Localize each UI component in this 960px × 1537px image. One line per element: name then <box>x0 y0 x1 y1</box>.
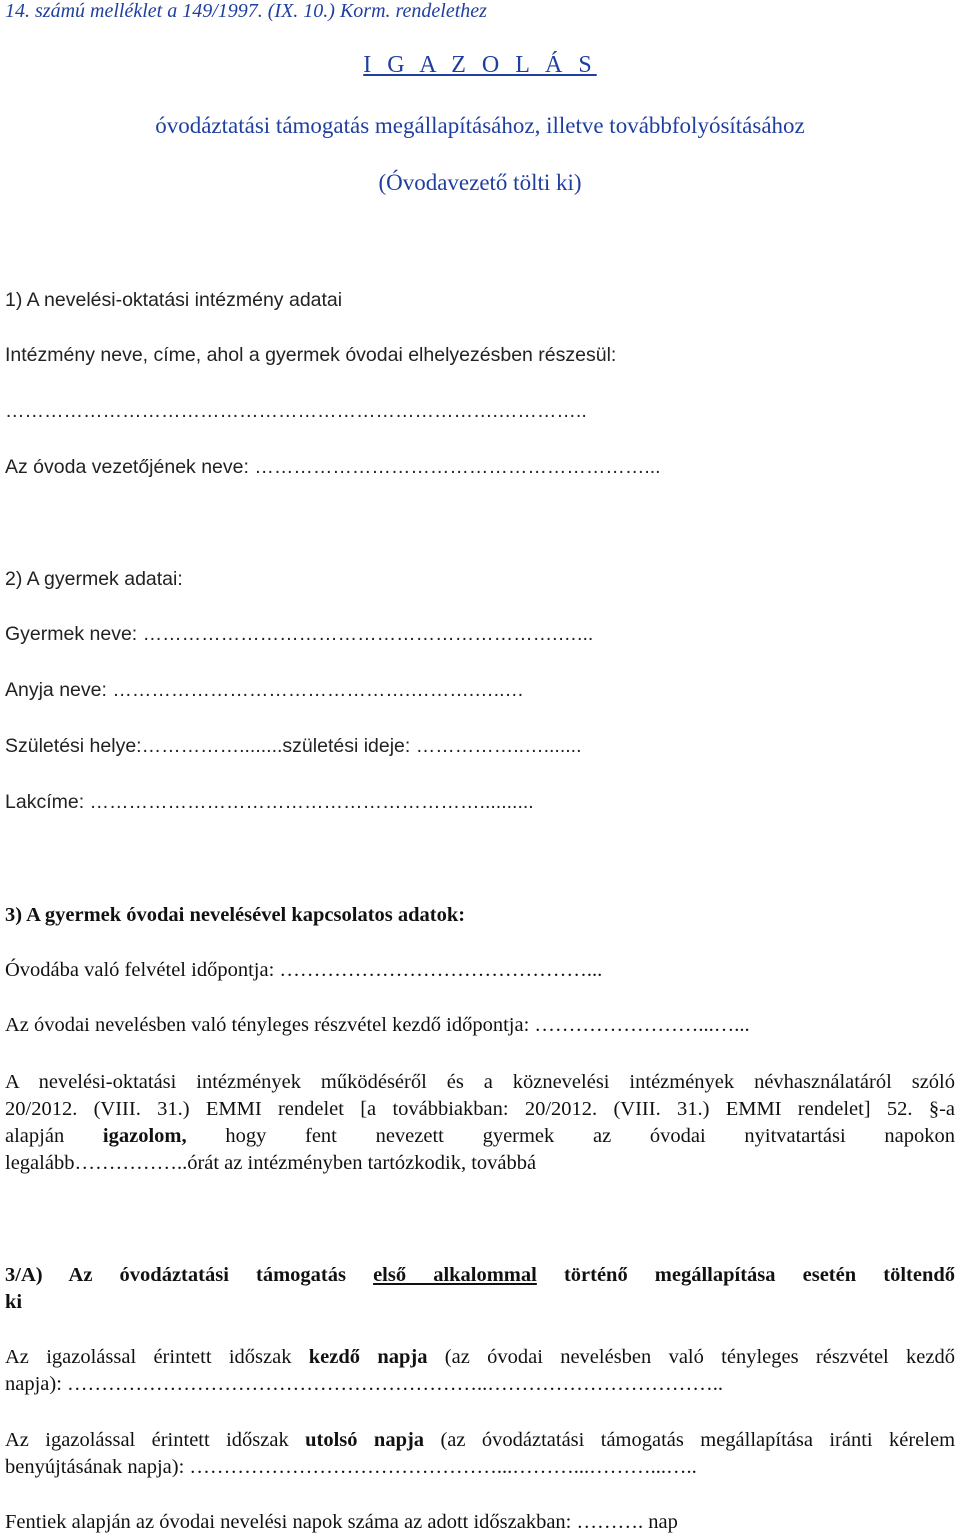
certification-paragraph-line1: A nevelési-oktatási intézmények működéséről és a köznevelési intézmények névhasználatáról szóló <box>5 1071 955 1093</box>
mother-name-label: Anyja neve: <box>5 679 107 701</box>
regulation-reference: 14. számú melléklet a 149/1997. (IX. 10.) Korm. rendelethez <box>5 0 487 22</box>
mother-name-field[interactable]: ……………………………………….……….…..… <box>112 679 524 701</box>
institution-label: Intézmény neve, címe, ahol a gyermek óvodai elhelyezésben részesül: <box>5 344 617 366</box>
director-name-row <box>5 456 661 479</box>
child-name-row <box>5 623 593 646</box>
address-row <box>5 791 534 814</box>
filled-by-note: (Óvodavezető tölti ki) <box>378 170 582 195</box>
birthdate-field[interactable]: ……………..…....... <box>415 735 582 757</box>
participation-start-row <box>5 1014 750 1037</box>
certification-paragraph-line2: 20/2012. (VIII. 31.) EMMI rendelet [a továbbiakban: 20/2012. (VIII. 31.) EMMI rendelet] 52. §-a <box>5 1098 955 1120</box>
child-name-label: Gyermek neve: <box>5 623 138 645</box>
address-label: Lakcíme: <box>5 791 85 813</box>
director-name-field[interactable]: ……………………………………………………... <box>254 456 661 478</box>
section3a-heading: 3/A) Az óvodáztatási támogatás első alkalommal történő megállapítása esetén töltendő <box>5 1264 955 1286</box>
birthplace-label: Születési helye: <box>5 735 142 757</box>
section3-heading: 3) A gyermek óvodai nevelésével kapcsolatos adatok: <box>5 904 466 926</box>
certification-paragraph-line3: alapján igazolom, hogy fent nevezett gyermek az óvodai nyitvatartási napokon <box>5 1125 955 1147</box>
document-title: I G A Z O L Á S <box>363 52 597 78</box>
days-count-line[interactable]: Fentiek alapján az óvodai nevelési napok száma az adott időszakban: ………. nap <box>5 1511 678 1533</box>
birth-row <box>5 735 582 758</box>
section3a-heading-line2: ki <box>5 1291 23 1313</box>
period-start-line1: Az igazolással érintett időszak kezdő napja (az óvodai nevelésben való tényleges részvétel kezdő <box>5 1346 955 1368</box>
participation-start-label: Az óvodai nevelésben való tényleges részvétel kezdő időpontja: <box>5 1014 530 1036</box>
participation-start-field[interactable]: ……………………...…... <box>534 1014 750 1036</box>
admission-date-label: Óvodába való felvétel időpontja: <box>5 959 275 981</box>
period-start-field-line[interactable]: napja): ……………………………………………………..…………………………….. <box>5 1373 724 1395</box>
section1-heading: 1) A nevelési-oktatási intézmény adatai <box>5 289 343 311</box>
birthdate-label: születési ideje: <box>282 735 411 757</box>
section2-heading: 2) A gyermek adatai: <box>5 568 183 590</box>
admission-row <box>5 959 602 982</box>
child-name-field[interactable]: ……………………………………………………….…... <box>142 623 594 645</box>
birthplace-field[interactable]: ……………........ <box>141 735 283 757</box>
mother-name-row <box>5 679 524 702</box>
document-subtitle: óvodáztatási támogatás megállapításához, illetve továbbfolyósításához <box>155 113 805 138</box>
admission-date-field[interactable]: ………………………………………... <box>279 959 603 981</box>
address-field[interactable]: …………………………………………………….......... <box>89 791 534 813</box>
director-name-label: Az óvoda vezetőjének neve: <box>5 456 249 478</box>
period-end-line1: Az igazolással érintett időszak utolsó napja (az óvodáztatási támogatás megállapítása iránti kérelem <box>5 1429 956 1451</box>
period-end-field-line[interactable]: benyújtásának napja): ………………………………………...………...………...….. <box>5 1456 697 1478</box>
hours-field-line[interactable]: legalább……………..órát az intézményben tartózkodik, továbbá <box>5 1152 537 1174</box>
institution-field[interactable]: ………………………………………………………………….………….. <box>5 400 587 422</box>
